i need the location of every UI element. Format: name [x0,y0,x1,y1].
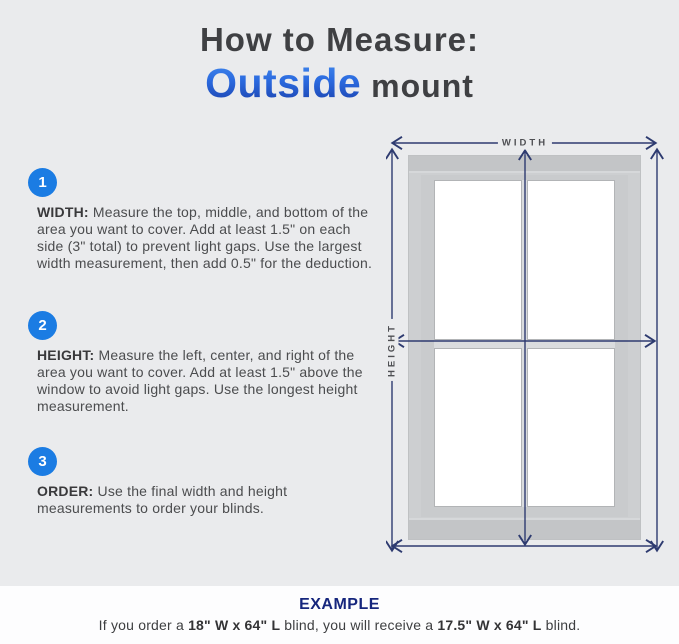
title-line1: How to Measure: [199,21,480,58]
example-prefix: If you order a [98,617,189,633]
page-title [0,22,679,106]
height-dimension-label: HEIGHT [386,319,399,381]
example-suffix: blind. [541,617,581,633]
measurement-arrows [386,134,666,554]
title-highlight: Outside [205,60,362,107]
title-line2 [0,61,679,106]
step-1-badge: 1 [28,168,57,197]
step-2-badge: 2 [28,311,57,340]
step-3-body: Use the final width and height measurements to order your blinds. [37,483,288,516]
width-dimension-label: WIDTH [498,137,552,150]
step-3-text [37,483,380,517]
example-sentence [0,617,679,633]
step-2-label: HEIGHT: [37,347,95,363]
step-3-badge: 3 [28,447,57,476]
step-width [28,168,380,272]
step-1-label: WIDTH: [37,204,89,220]
step-2-body: Measure the left, center, and right of the area you want to cover. Add at least 1.5" above the window to avoid light gaps. Use the longest height measurement. [37,347,363,414]
example-heading: EXAMPLE [299,596,380,613]
step-3-label: ORDER: [37,483,94,499]
step-1-text [37,204,380,272]
example-section [0,586,679,644]
example-order-size: 18" W x 64" L [188,617,281,633]
step-height [28,311,380,415]
example-receive-size: 17.5" W x 64" L [437,617,542,633]
title-suffix: mount [361,68,474,105]
window-measure-diagram [386,134,666,554]
step-1-body: Measure the top, middle, and bottom of the area you want to cover. Add at least 1.5" on each side (3" total) to prevent light gaps. Use the largest width measurement, then add 0.5" for the deduction. [37,204,373,271]
step-2-text [37,347,380,415]
example-middle: blind, you will receive a [280,617,438,633]
step-order [28,447,380,517]
